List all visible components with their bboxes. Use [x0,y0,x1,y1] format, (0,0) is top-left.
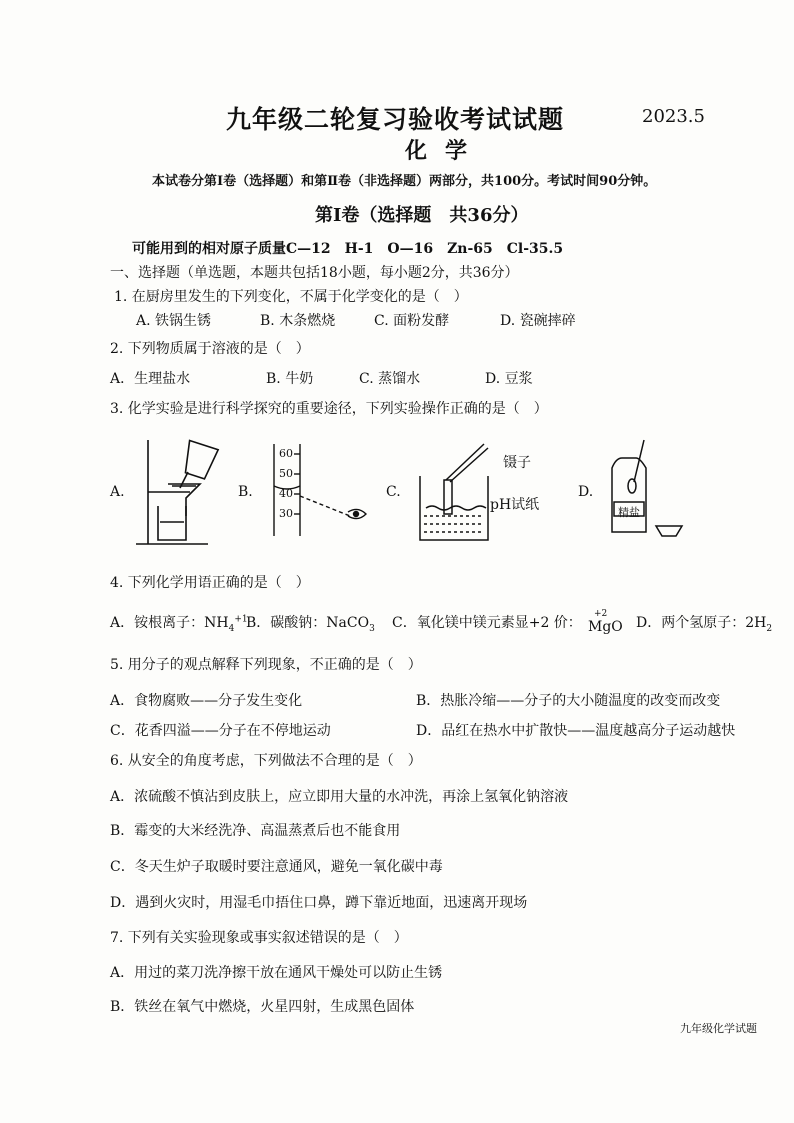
q4-stem: 4. 下列化学用语正确的是（ ） [110,575,310,591]
q5-option-c: C．花香四溢——分子在不停地运动 [110,723,331,739]
subject-title: 化学 [405,138,486,164]
tweezers-label: 镊子 [503,455,531,471]
ph-paper-label: pH试纸 [490,497,540,513]
exam-intro: 本试卷分第Ⅰ卷（选择题）和第Ⅱ卷（非选择题）两部分，共100分。考试时间90分钟。 [152,174,657,189]
q4-option-a-superscript: +1 [234,614,248,625]
q4-option-d [636,612,772,634]
salt-bottle-label: 精盐 [618,506,640,519]
q4-mgo-valence: +2 [594,609,608,619]
cylinder-tick-60: 60 [279,447,293,460]
q1-option-c: C. 面粉发酵 [374,313,450,329]
q1-option-a: A. 铁锅生锈 [136,313,212,329]
q4-option-d-subscript: 2 [766,623,773,634]
q4-option-a-text: A．铵根离子：NH [110,615,229,631]
q6-option-a: A．浓硫酸不慎沾到皮肤上，应立即用大量的水冲洗，再涂上氢氧化钠溶液 [110,789,569,805]
q5-stem: 5. 用分子的观点解释下列现象，不正确的是（ ） [110,657,422,673]
q2-stem: 2. 下列物质属于溶液的是（ ） [110,341,310,357]
q4-option-d-text: D．两个氢原子：2H [636,615,767,631]
exam-date: 2023.5 [642,106,705,127]
q6-option-c: C．冬天生炉子取暖时要注意通风，避免一氧化碳中毒 [110,859,443,875]
q6-option-d: D．遇到火灾时，用湿毛巾捂住口鼻，蹲下靠近地面，迅速离开现场 [110,895,528,911]
section-title: 第Ⅰ卷（选择题 共36分） [315,205,529,226]
cylinder-tick-50: 50 [279,467,293,480]
q2-option-b: B. 牛奶 [266,371,314,387]
q4-option-b-text: B．碳酸钠：NaCO [246,615,370,631]
ph-test-figure [412,442,496,546]
filtration-figure [128,436,228,552]
q7-option-a: A．用过的菜刀洗净擦干放在通风干燥处可以防止生锈 [110,965,443,981]
q6-option-b: B．霉变的大米经洗净、高温蒸煮后也不能食用 [110,823,401,839]
q4-mgo-formula [588,609,623,635]
q4-option-b [246,612,375,634]
salt-bottle-figure [604,438,688,542]
q3-label-d: D. [578,484,594,500]
q3-label-c: C. [386,484,401,500]
q3-label-a: A. [110,484,125,500]
cylinder-tick-40: 40 [279,487,293,500]
q2-option-c: C. 蒸馏水 [359,371,421,387]
q1-option-d: D. 瓷碗摔碎 [500,313,576,329]
q4-option-b-subscript: 3 [369,623,375,634]
q6-stem: 6. 从安全的角度考虑，下列做法不合理的是（ ） [110,753,422,769]
q2-option-a: A．生理盐水 [110,371,191,387]
q4-option-c: C．氧化镁中镁元素显+2 价： [392,615,582,631]
page-footer: 九年级化学试题 [680,1022,757,1035]
q4-option-a-subscript: 4 [228,623,235,634]
q4-option-a [110,612,248,634]
q5-option-a: A．食物腐败——分子发生变化 [110,693,303,709]
q3-stem: 3. 化学实验是进行科学探究的重要途径，下列实验操作正确的是（ ） [110,401,548,417]
cylinder-tick-30: 30 [279,507,293,520]
q1-option-b: B. 木条燃烧 [260,313,336,329]
exam-title: 九年级二轮复习验收考试试题 [226,105,565,134]
q7-stem: 7. 下列有关实验现象或事实叙述错误的是（ ） [110,930,408,946]
q7-option-b: B．铁丝在氧气中燃烧，火星四射，生成黑色固体 [110,999,415,1015]
section-instructions: 一、选择题（单选题，本题共包括18小题，每小题2分，共36分） [110,265,519,281]
q5-option-d: D．品红在热水中扩散快——温度越高分子运动越快 [416,723,736,739]
atomic-masses: 可能用到的相对原子质量C—12 H-1 O—16 Zn-65 Cl-35.5 [132,241,564,257]
q2-option-d: D. 豆浆 [485,371,533,387]
q5-option-b: B．热胀冷缩——分子的大小随温度的改变而改变 [416,693,721,709]
q4-mgo-text: MgO [588,619,623,635]
q1-stem: 1. 在厨房里发生的下列变化，不属于化学变化的是（ ） [114,289,468,305]
q3-label-b: B. [238,484,253,500]
